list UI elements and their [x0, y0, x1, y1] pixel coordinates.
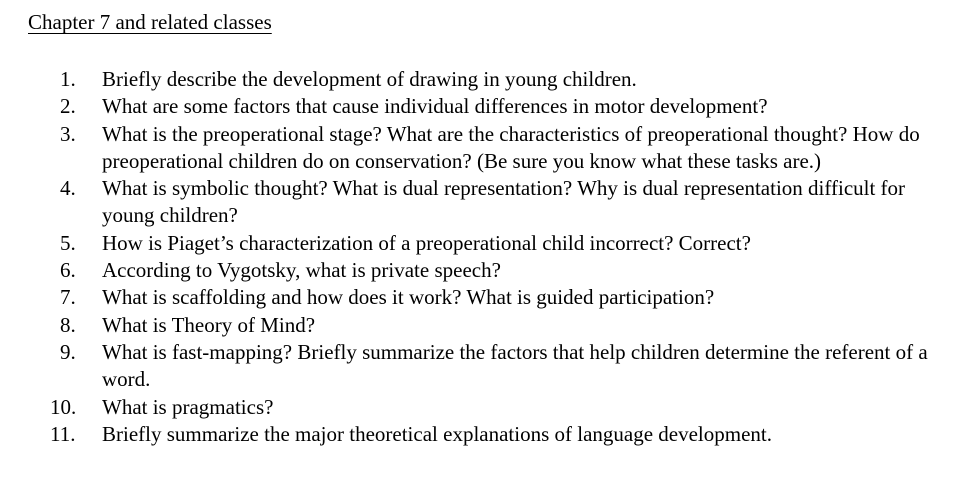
question-number: 11.: [50, 421, 76, 446]
question-number: 4.: [60, 176, 76, 201]
question-text: How is Piaget’s characterization of a preoperational child incorrect? Correct?: [102, 230, 751, 255]
question-list: [50, 66, 940, 448]
question-number: 10.: [50, 394, 77, 419]
question-number: 9.: [60, 339, 76, 364]
question-item: [60, 66, 940, 93]
question-item: [50, 394, 940, 421]
question-number: 1.: [60, 67, 76, 91]
question-item: [60, 312, 940, 339]
question-item: [60, 121, 940, 176]
question-item: [60, 257, 940, 284]
question-text: What are some factors that cause individual differences in motor development?: [102, 94, 768, 119]
question-number: 5.: [60, 230, 76, 255]
question-item: [60, 339, 940, 394]
question-item: [50, 421, 940, 448]
question-number: 8.: [60, 312, 76, 337]
question-text: Briefly describe the development of drawing in young children.: [102, 67, 637, 91]
question-text: What is pragmatics?: [102, 394, 274, 419]
question-number: 6.: [60, 258, 76, 283]
question-item: [60, 175, 940, 230]
question-number: 7.: [60, 285, 76, 310]
question-item: [60, 93, 940, 120]
question-item: [60, 230, 940, 257]
question-text: What is fast-mapping? Briefly summarize the factors that help children determine the referent of a word.: [102, 339, 928, 392]
question-text: What is Theory of Mind?: [102, 312, 316, 337]
question-text: What is symbolic thought? What is dual representation? Why is dual representation difficult for young children?: [102, 176, 906, 228]
question-item: [60, 284, 940, 311]
question-number: 3.: [60, 121, 76, 146]
question-text: According to Vygotsky, what is private speech?: [102, 258, 501, 283]
question-text: What is scaffolding and how does it work? What is guided participation?: [102, 285, 715, 310]
question-text: What is the preoperational stage? What are the characteristics of preoperational thought? How do preoperational children do on conservation? (Be sure you know what these tasks are.): [102, 121, 920, 173]
question-number: 2.: [60, 94, 76, 119]
document-heading: Chapter 7 and related classes: [28, 10, 272, 34]
question-text: Briefly summarize the major theoretical explanations of language development.: [102, 421, 773, 446]
